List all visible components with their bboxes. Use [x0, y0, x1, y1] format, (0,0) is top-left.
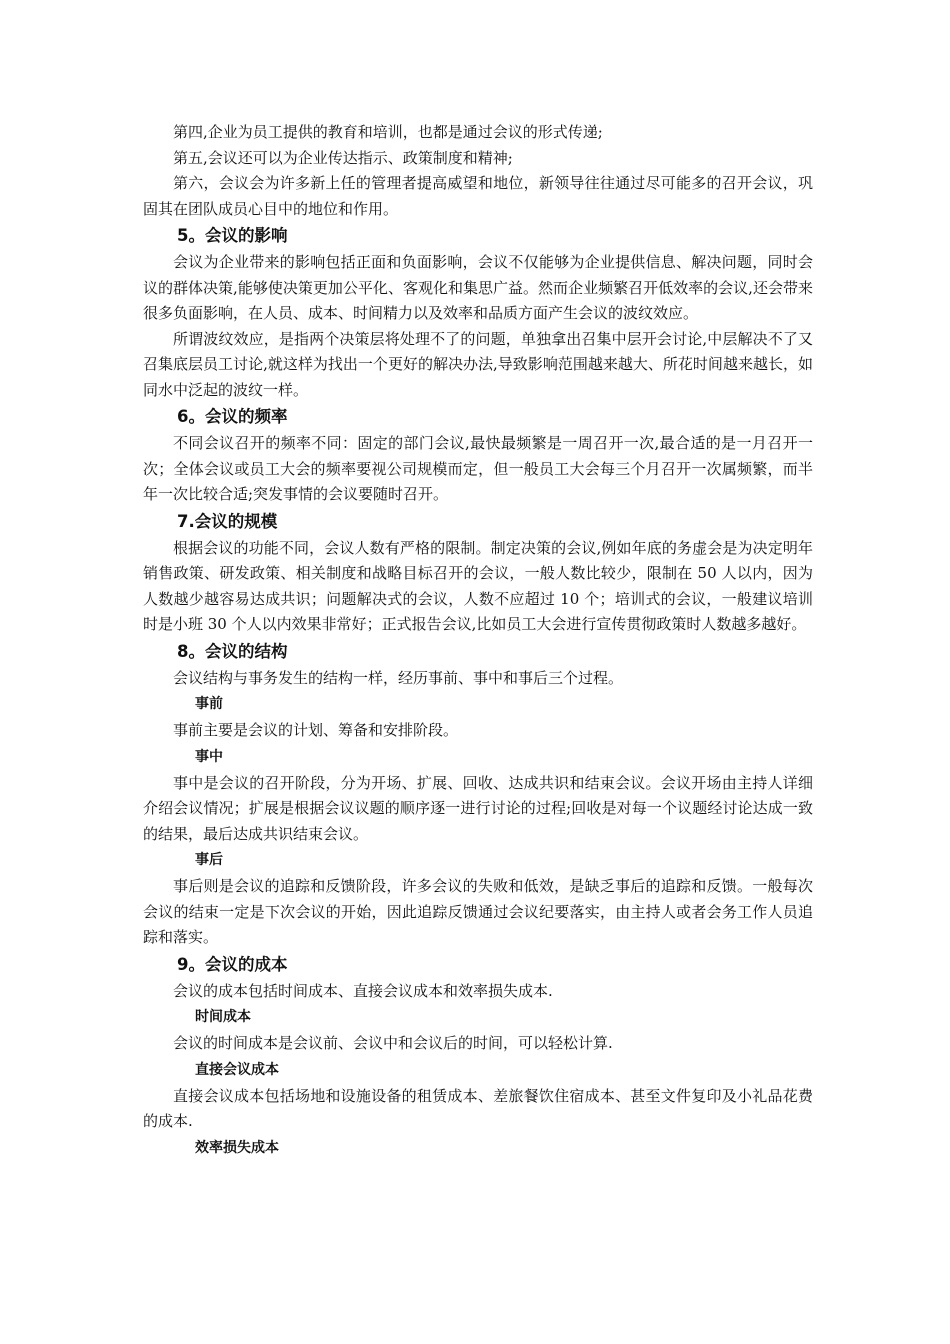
- paragraph: 事后则是会议的追踪和反馈阶段，许多会议的失败和低效，是缺乏事后的追踪和反馈。一般每次会议的结束一定是下次会议的开始，因此追踪反馈通过会议纪要落实，由主持人或者会务工作人员追踪和落实。: [143, 877, 813, 946]
- paragraph: 第四,企业为员工提供的教育和培训，也都是通过会议的形式传递;: [173, 123, 603, 141]
- subsection-heading: 时间成本: [195, 1009, 251, 1025]
- subsection-heading: 事后: [195, 852, 223, 868]
- paragraph: 会议结构与事务发生的结构一样，经历事前、事中和事后三个过程。: [173, 668, 624, 687]
- subsection-heading: 直接会议成本: [195, 1061, 279, 1078]
- subsection-heading: 事中: [195, 748, 223, 765]
- document-body: [143, 120, 813, 1162]
- paragraph: 第五,会议还可以为企业传达指示、政策制度和精神;: [173, 148, 513, 167]
- paragraph: 所谓波纹效应，是指两个决策层将处理不了的问题，单独拿出召集中层开会讨论,中层解决不了又召集底层员工讨论,就这样为找出一个更好的解决办法,导致影响范围越来越大、所花时间越来越长，如同水中泛起的波纹一样。: [143, 329, 813, 399]
- paragraph: 根据会议的功能不同，会议人数有严格的限制。制定决策的会议,例如年底的务虚会是为决定明年销售政策、研发政策、相关制度和战略目标召开的会议，一般人数比较少，限制在 50 人以内，因为人数越少越容易达成共识；问题解决式的会议，人数不应超过 10 个；培训式的会议，一般建议培训时是小班 30 个人以内效果非常好；正式报告会议,比如员工大会进行宣传贯彻政策时人数越多越好。: [143, 538, 813, 633]
- section-heading: 9。会议的成本: [177, 954, 288, 974]
- paragraph: 会议为企业带来的影响包括正面和负面影响，会议不仅能够为企业提供信息、解决问题，同时会议的群体决策,能够使决策更加公平化、客观化和集思广益。然而企业频繁召开低效率的会议,还会带来很多负面影响，在人员、成本、时间精力以及效率和品质方面产生会议的波纹效应。: [143, 253, 813, 322]
- paragraph: 事中是会议的召开阶段，分为开场、扩展、回收、达成共识和结束会议。会议开场由主持人详细介绍会议情况；扩展是根据会议议题的顺序逐一进行讨论的过程;回收是对每一个议题经讨论达成一致的结果，最后达成共识结束会议。: [143, 773, 813, 843]
- section-heading: 7.会议的规模: [177, 511, 278, 531]
- section-heading: 6。会议的频率: [177, 407, 288, 426]
- paragraph: 第六，会议会为许多新上任的管理者提高威望和地位，新领导往往通过尽可能多的召开会议，巩固其在团队成员心目中的地位和作用。: [143, 174, 813, 218]
- section-heading: 5。会议的影响: [177, 226, 288, 245]
- paragraph: 不同会议召开的频率不同：固定的部门会议,最快最频繁是一周召开一次,最合适的是一月召开一次；全体会议或员工大会的频率要视公司规模而定，但一般员工大会每三个月召开一次属频繁，而半年一次比较合适;突发事情的会议要随时召开。: [143, 434, 813, 503]
- paragraph: 直接会议成本包括场地和设施设备的租赁成本、差旅餐饮住宿成本、甚至文件复印及小礼品花费的成本.: [143, 1086, 813, 1130]
- paragraph: 事前主要是会议的计划、筹备和安排阶段。: [173, 721, 459, 739]
- section-heading: 8。会议的结构: [177, 641, 288, 661]
- subsection-heading: 效率损失成本: [195, 1139, 279, 1156]
- subsection-heading: 事前: [195, 696, 223, 712]
- paragraph: 会议的成本包括时间成本、直接会议成本和效率损失成本.: [173, 981, 553, 1000]
- paragraph: 会议的时间成本是会议前、会议中和会议后的时间，可以轻松计算.: [173, 1034, 613, 1052]
